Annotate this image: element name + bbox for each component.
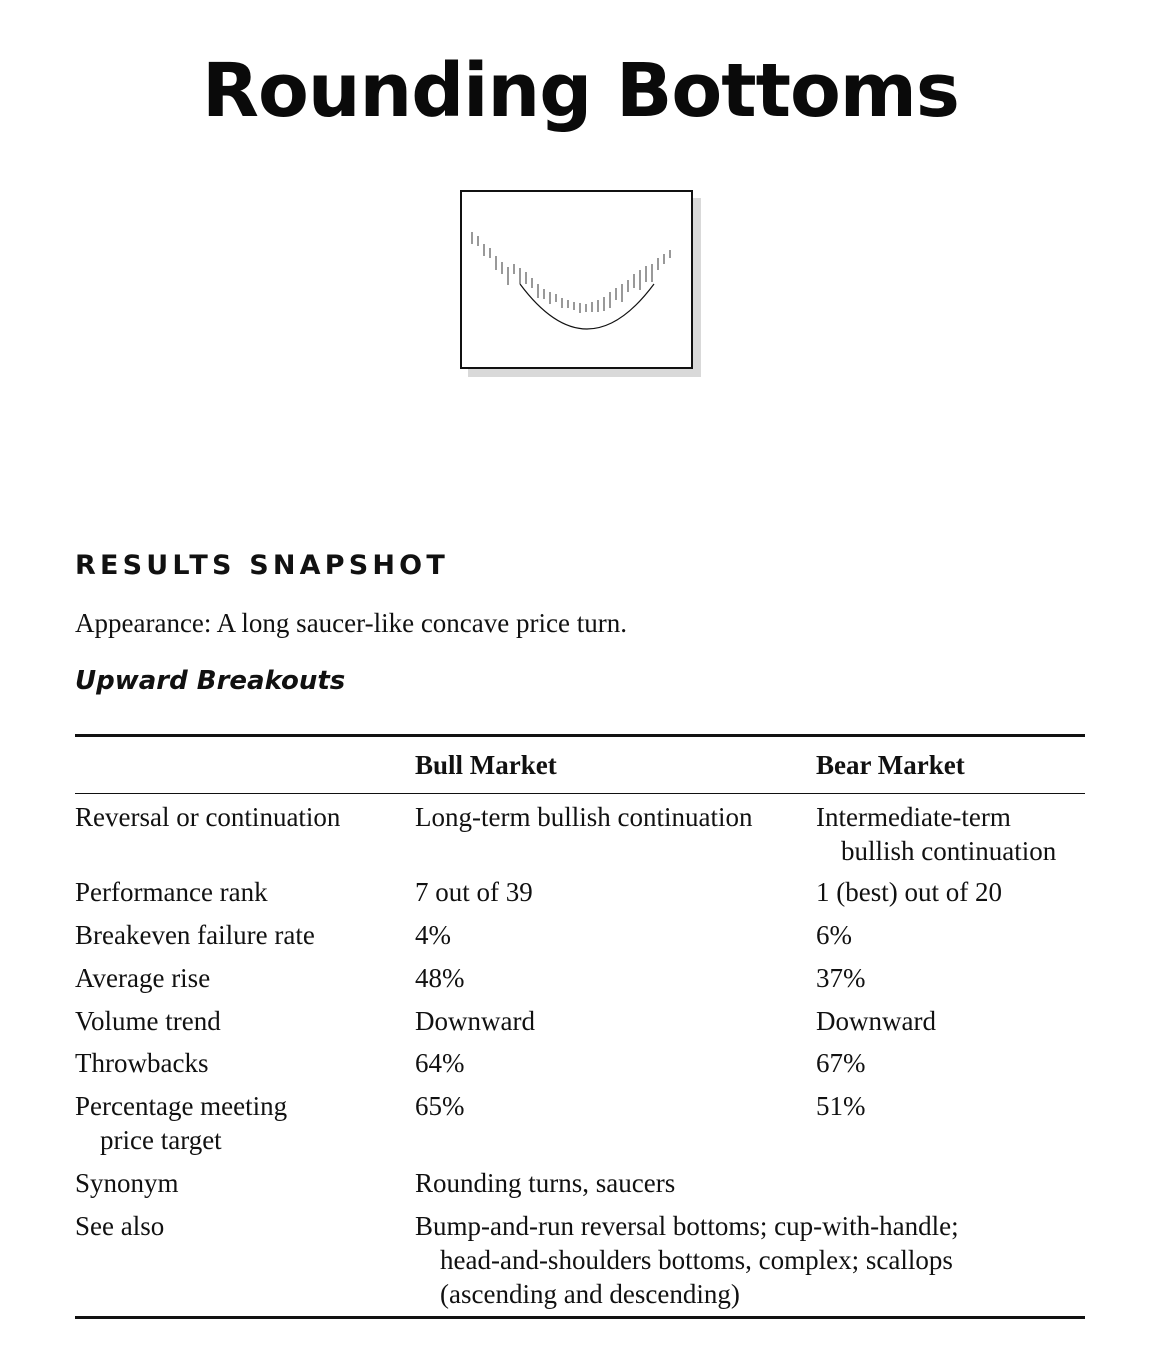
table-header-rule [75, 793, 1085, 794]
synonym-value: Rounding turns, saucers [415, 1168, 676, 1198]
bear-value-throwbacks: 67% [816, 1048, 866, 1078]
bull-value-percentage-meeting-price-target: 65% [415, 1091, 465, 1121]
bear-value-performance-rank: 1 (best) out of 20 [816, 877, 1002, 907]
bull-value-breakeven-failure-rate: 4% [415, 920, 451, 950]
page-title: Rounding Bottoms [202, 48, 959, 134]
bull-value-average-rise: 48% [415, 963, 465, 993]
see-also-line-3: (ascending and descending) [440, 1279, 740, 1309]
row-label-synonym: Synonym [75, 1168, 179, 1198]
appearance-text: Appearance: A long saucer-like concave price turn. [75, 608, 627, 638]
upward-breakouts-heading: Upward Breakouts [75, 666, 346, 696]
row-label-see-also: See also [75, 1211, 165, 1241]
row-label-average-rise: Average rise [75, 963, 211, 993]
price-bars-chart [462, 192, 691, 367]
bear-value-average-rise: 37% [816, 963, 866, 993]
bear-value-reversal-or-continuation: Intermediate-term [816, 802, 1011, 832]
bull-value-throwbacks: 64% [415, 1048, 465, 1078]
section-heading: RESULTS SNAPSHOT [75, 550, 449, 581]
row-label-volume-trend: Volume trend [75, 1006, 221, 1036]
see-also-line-2: head-and-shoulders bottoms, complex; scallops [440, 1245, 953, 1275]
row-label-breakeven-failure-rate: Breakeven failure rate [75, 920, 315, 950]
rounding-bottom-figure [460, 190, 693, 369]
bear-value-percentage-meeting-price-target: 51% [816, 1091, 866, 1121]
table-top-rule [75, 734, 1085, 737]
row-label-performance-rank: Performance rank [75, 877, 268, 907]
row-label-percentage-meeting-price-target: Percentage meeting [75, 1091, 288, 1121]
bear-value-volume-trend: Downward [816, 1006, 936, 1036]
bear-value-breakeven-failure-rate: 6% [816, 920, 852, 950]
saucer-curve [520, 284, 654, 329]
row-label-throwbacks: Throwbacks [75, 1048, 209, 1078]
column-header-bull-market: Bull Market [415, 750, 557, 780]
bear-value-reversal-or-continuation-line2: bullish continuation [841, 836, 1057, 866]
row-label-reversal-or-continuation: Reversal or continuation [75, 802, 341, 832]
table-bottom-rule [75, 1316, 1085, 1319]
bull-value-performance-rank: 7 out of 39 [415, 877, 533, 907]
see-also-line-1: Bump-and-run reversal bottoms; cup-with-handle; [415, 1211, 959, 1241]
column-header-bear-market: Bear Market [816, 750, 965, 780]
bull-value-volume-trend: Downward [415, 1006, 535, 1036]
bull-value-reversal-or-continuation: Long-term bullish continuation [415, 802, 753, 832]
row-label-percentage-meeting-price-target-line2: price target [100, 1125, 222, 1155]
